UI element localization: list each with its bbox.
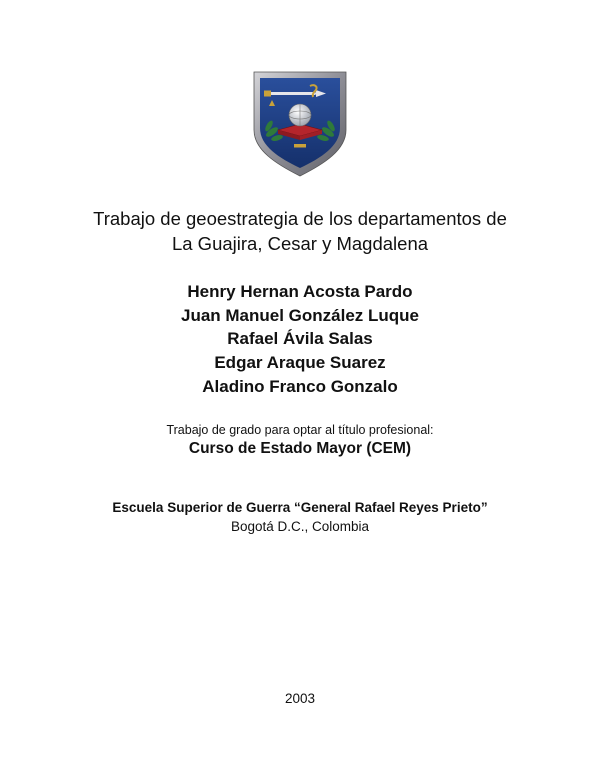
document-year: 2003 bbox=[284, 691, 316, 706]
author-name: Rafael Ávila Salas bbox=[227, 329, 373, 348]
shield-emblem-icon bbox=[250, 70, 350, 178]
author-name: Aladino Franco Gonzalo bbox=[202, 377, 398, 396]
degree-intro: Trabajo de grado para optar al título profesional: bbox=[166, 423, 434, 437]
institution-name: Escuela Superior de Guerra “General Rafael Reyes Prieto” bbox=[112, 500, 488, 515]
document-title-line-2: La Guajira, Cesar y Magdalena bbox=[171, 233, 429, 254]
author-name: Edgar Araque Suarez bbox=[214, 353, 386, 372]
document-title-line-1: Trabajo de geoestrategia de los departamentos de bbox=[93, 208, 507, 229]
author-name: Henry Hernan Acosta Pardo bbox=[187, 282, 413, 301]
institution-city: Bogotá D.C., Colombia bbox=[230, 519, 370, 534]
degree-name: Curso de Estado Mayor (CEM) bbox=[188, 440, 412, 457]
author-name: Juan Manuel González Luque bbox=[180, 306, 420, 325]
